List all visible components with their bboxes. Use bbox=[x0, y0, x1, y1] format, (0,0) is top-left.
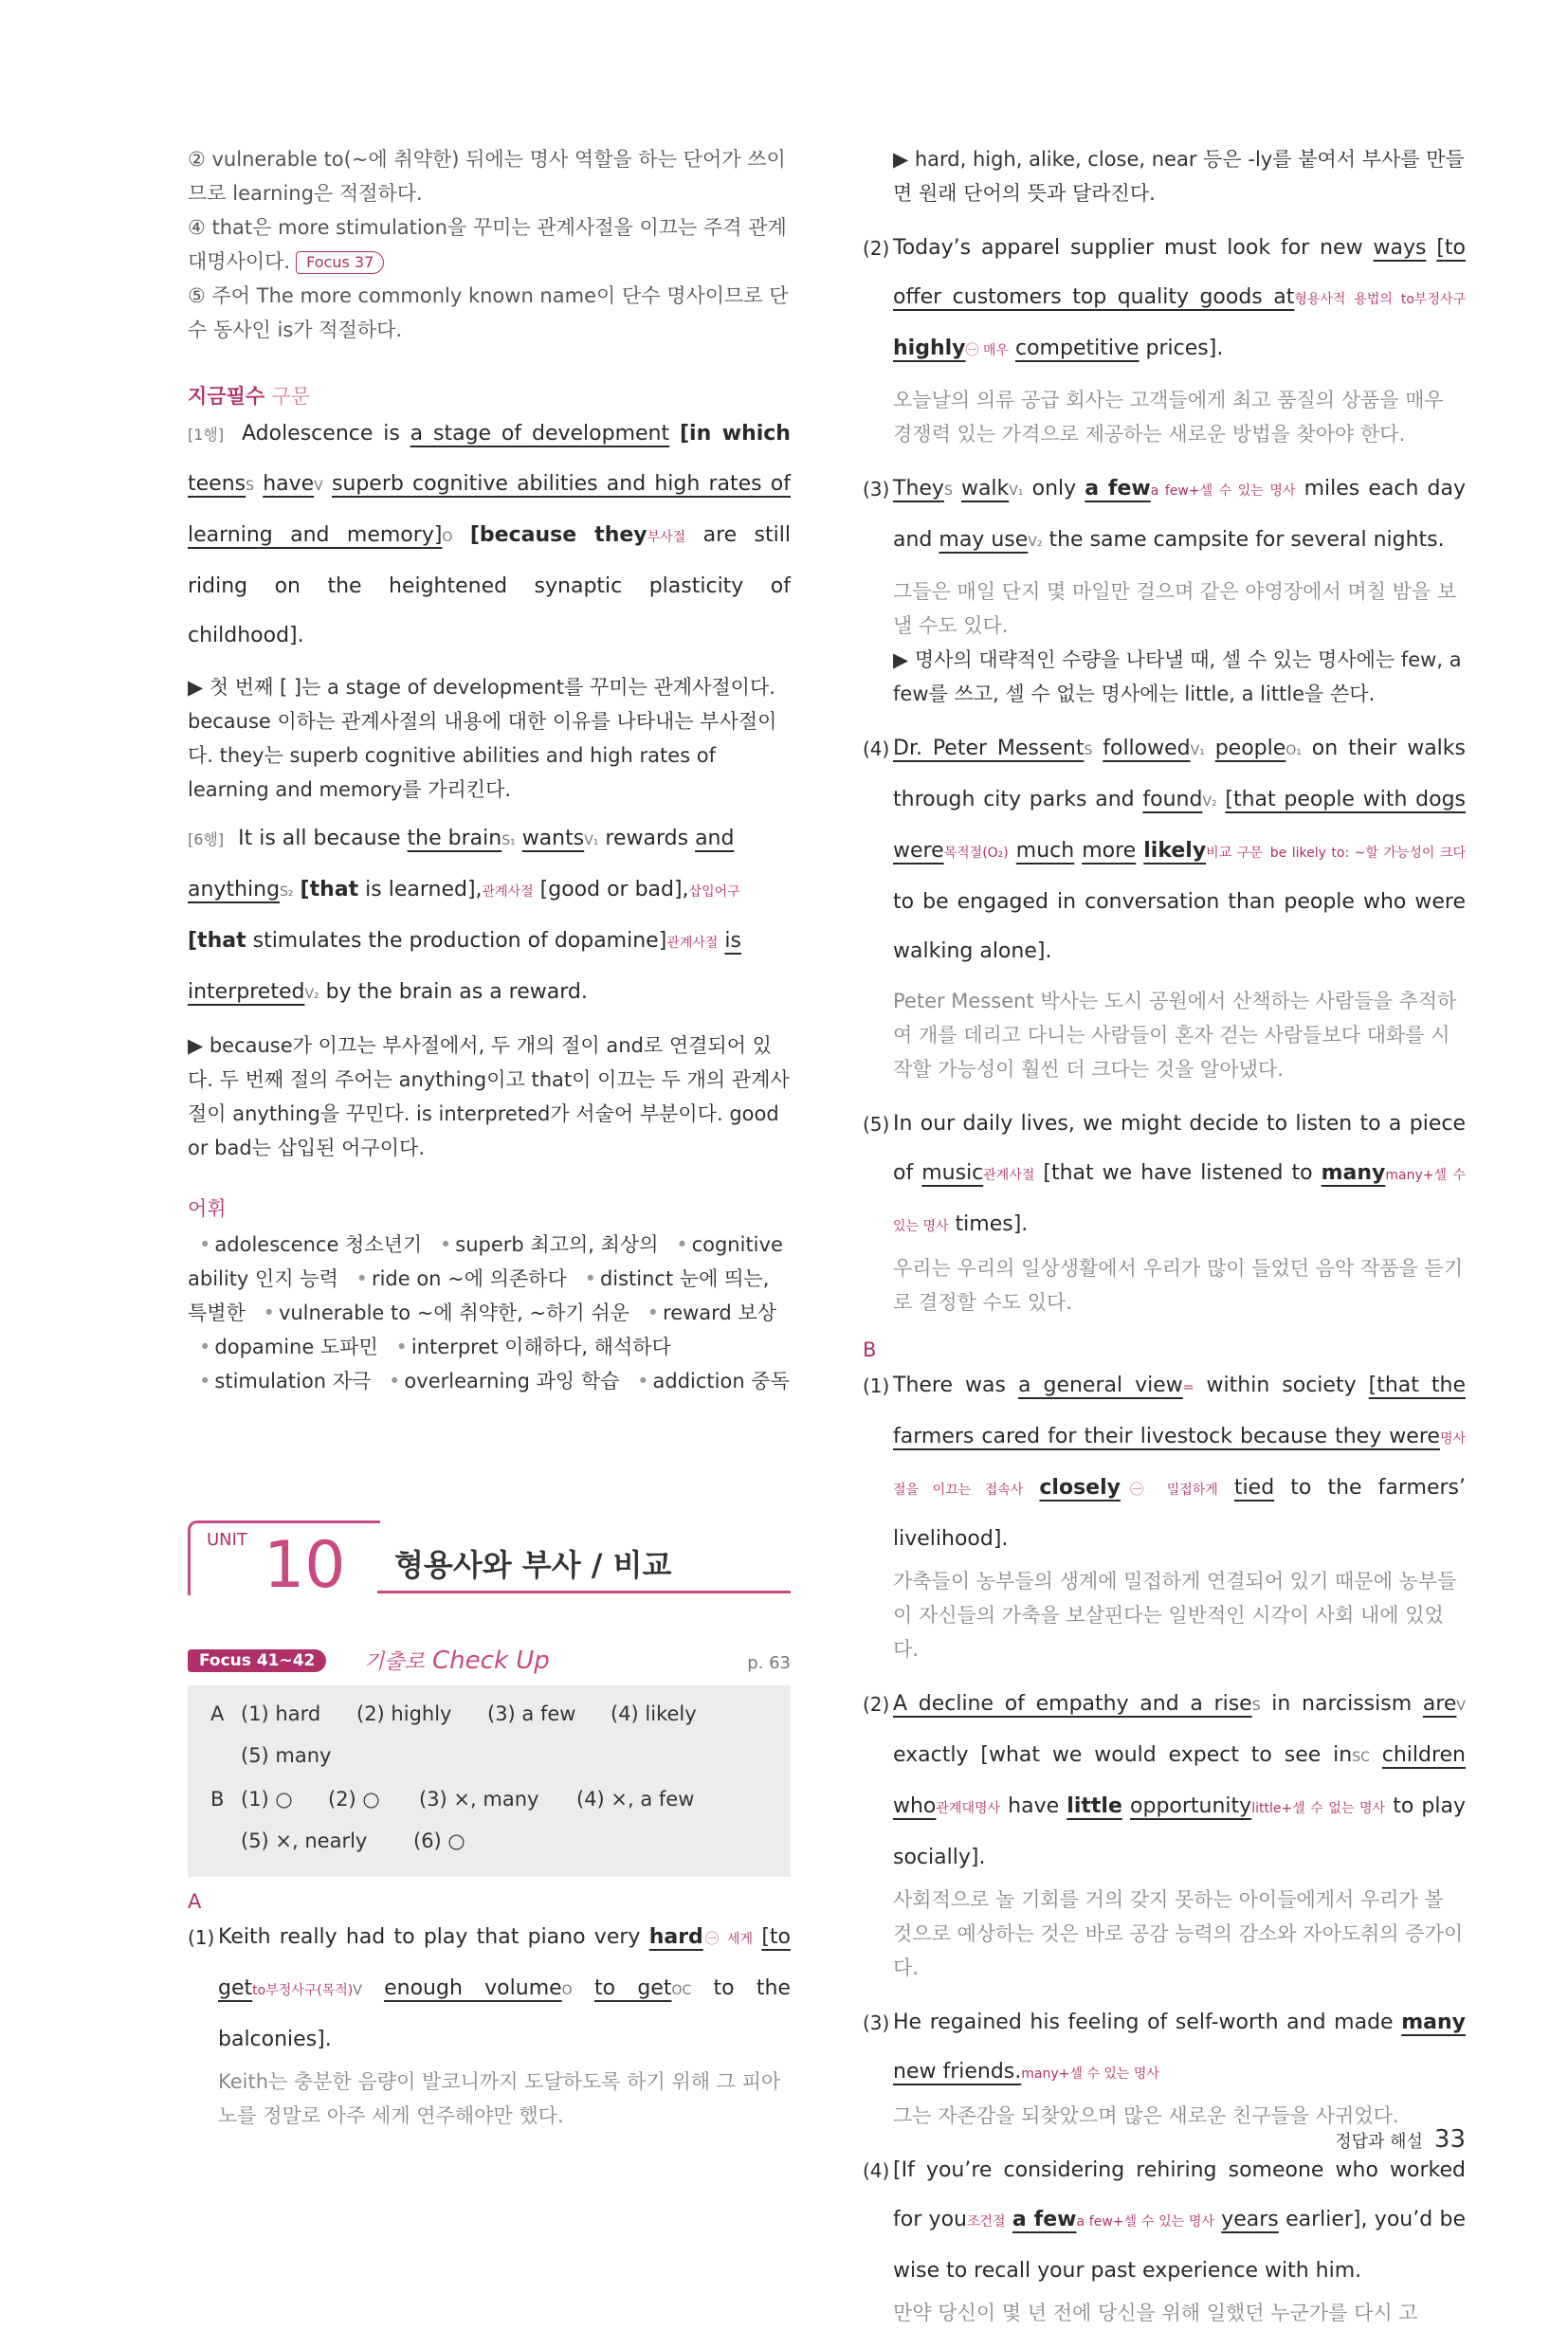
unit-header bbox=[188, 1520, 791, 1603]
note-2: ② vulnerable to(~에 취약한) 뒤에는 명사 역할을 하는 단어가 쓰이므로 learning은 적절하다. bbox=[188, 148, 786, 205]
b4-item: (4) [If you’re considering rehiring someone who worked for you조건절 a fewa few+셀 수 있는 명사 years earlier], you’d be wise to recall your past experience with him. 만약 당신이 몇 년 전에 당신을 위해 일했던 누군가를 다시 고 bbox=[863, 2158, 1466, 2324]
right-column bbox=[863, 142, 1466, 2330]
sentence-line6: [6행] It is all because the brainS₁ wantsV₁ rewards and anythingS₂ [that is learned],관계사절 [good or bad],삽입어구 [that stimulates the production of dopamine]관계사절 is interpretedV₂ by the brain as a reward. bbox=[188, 827, 741, 1004]
b3-item: (3) He regained his feeling of self-worth and made many new friends.many+셀 수 있는 명사 그는 자존감을 되찾았으며 많은 새로운 친구들을 사귀었다. bbox=[863, 2011, 1466, 2127]
note-5: ⑤ 주어 The more commonly known name이 단수 명사이므로 단수 동사인 is가 적절하다. bbox=[188, 284, 789, 341]
footer-label: 정답과 해설 bbox=[1335, 2132, 1423, 2152]
b2-item: (2) A decline of empathy and a riseS in narcissism areV exactly [what we would expect to see inSC children who관계대명사 have little opportunitylittle+셀 수 없는 명사 to play socially]. 사회적으로 놀 기회를 거의 갖지 못하는 아이들에게서 우리가 볼 것으로 예상하는 것은 바로 공감 능력의 감소와 자아도취의 증가이다. bbox=[863, 1692, 1467, 1979]
checkup-title: 기출로 Check Up bbox=[364, 1647, 550, 1675]
note-top: ▶ hard, high, alike, close, near 등은 -ly를 붙여서 부사를 만들면 원래 단어의 뜻과 달라진다. bbox=[893, 148, 1465, 205]
unit-rule bbox=[377, 1591, 791, 1593]
unit-title: 형용사와 부사 / 비교 bbox=[394, 1547, 672, 1583]
a5-item: (5) In our daily lives, we might decide to listen to a piece of music관계사절 [that we have listened to manymany+셀 수 있는 명사 times]. 우리는 우리의 일상생활에서 우리가 많이 들었던 음악 작품을 듣기로 결정할 수도 있다. bbox=[863, 1112, 1466, 1314]
sentence-line1: [1행] Adolescence is a stage of development [in which teensS haveV superb cognitive abilities and high rates of learning and memory]O [because they부사절 are still riding on the heightened synaptic plasticity of childhood]. bbox=[188, 422, 791, 647]
unit-label: UNIT bbox=[207, 1530, 247, 1550]
left-section-a bbox=[188, 1890, 791, 2133]
focus-badge: Focus 41~42 bbox=[188, 1649, 326, 1672]
a1-item: (1) Keith really had to play that piano very hard㊀ 세게 [to getto부정사구(목적)V enough volumeO to getOC to the balconies]. Keith는 충분한 음량이 발코니까지 도달하도록 하기 위해 그 피아노를 정말로 아주 세게 연주해야만 했다. bbox=[188, 1925, 791, 2127]
page-footer bbox=[1335, 2125, 1466, 2154]
focus-row bbox=[188, 1646, 791, 1684]
page-number: 33 bbox=[1433, 2125, 1466, 2154]
section-title: 지금필수 구문 bbox=[188, 385, 311, 408]
section-a-letter: A bbox=[188, 1890, 202, 1913]
b1-item: (1) There was a general view= within society [that the farmers cared for their livestock because they were명사절을 이끄는 접속사 closely㊀ 밀접하게 tied to the farmers’ livelihood]. 가축들이 농부들의 생계에 밀접하게 연결되어 있기 때문에 농부들이 자신들의 가축을 보살핀다는 일반적인 시각이 사회 내에 있었다. bbox=[863, 1374, 1466, 1661]
note-4: ④ that은 more stimulation을 꾸미는 관계사절을 이끄는 주격 관계대명사이다. Focus 37 bbox=[188, 216, 787, 273]
vocab-title: 어휘 bbox=[188, 1197, 227, 1220]
explanation-line1: ▶ 첫 번째 [ ]는 a stage of development를 꾸미는 관계사절이다. because 이하는 관계사절의 내용에 대한 이유를 나타내는 부사절이다. they는 superb cognitive abilities and high rates of learning and memory를 가리킨다. bbox=[188, 676, 777, 801]
a4-item: (4) Dr. Peter MessentS followedV₁ peopleO₁ on their walks through city parks and foundV₂ [that people with dogs were목적절(O₂) much more likely비교 구문 be likely to: ~할 가능성이 크다 to be engaged in conversation than people who were walking alone]. Peter Messent 박사는 도시 공원에서 산책하는 사람들을 추적하여 개를 데리고 다니는 사람들이 혼자 걷는 사람들보다 대화를 시작할 가능성이 훨씬 더 크다는 것을 알아냈다. bbox=[863, 737, 1466, 1081]
page-reference: p. 63 bbox=[747, 1653, 791, 1673]
unit-number: 10 bbox=[264, 1528, 346, 1603]
vocab-list: • adolescence 청소년기 • superb 최고의, 최상의 • cognitive ability 인지 능력 • ride on ~에 의존하다 • distinct 눈에 띄는, 특별한 • vulnerable to ~에 취약한, ~하기 쉬운 • reward 보상 • dopamine 도파민 • interpret 이해하다, 해석하다 • stimulation 자극 • overlearning 과잉 학습 • addiction 중독 bbox=[188, 1233, 790, 1393]
focus-tag: Focus 37 bbox=[296, 251, 384, 274]
a2-item: (2) Today’s apparel supplier must look for new ways [to offer customers top quality goods at형용사적 용법의 to부정사구 highly㊀ 매우 competitive prices]. 오늘날의 의류 공급 회사는 고객들에게 최고 품질의 상품을 매우 경쟁력 있는 가격으로 제공하는 새로운 방법을 찾아야 한다. bbox=[863, 236, 1467, 446]
section-b-letter: B bbox=[863, 1338, 877, 1361]
left-column bbox=[188, 142, 791, 1398]
answer-box: A (1) hard (2) highly (3) a few (4) likely (5) many B (1) ○ (2) ○ (3) ×, many (4) ×, a few (5) ×, nearly (6) ○ bbox=[188, 1685, 791, 1877]
a3-item: (3) TheyS walkV₁ only a fewa few+셀 수 있는 명사 miles each day and may useV₂ the same campsite for several nights. 그들은 매일 단지 몇 마일만 걸으며 같은 야영장에서 며칠 밤을 보낼 수도 있다. ▶ 명사의 대략적인 수량을 나타낼 때, 셀 수 있는 명사에는 few, a few를 쓰고, 셀 수 없는 명사에는 little, a little을 쓴다. bbox=[863, 477, 1467, 705]
explanation-line6: ▶ because가 이끄는 부사절에서, 두 개의 절이 and로 연결되어 있다. 두 번째 절의 주어는 anything이고 that이 이끄는 두 개의 관계사절이 anything을 꾸민다. is interpreted가 서술어 부분이다. good or bad는 삽입된 어구이다. bbox=[188, 1034, 790, 1159]
